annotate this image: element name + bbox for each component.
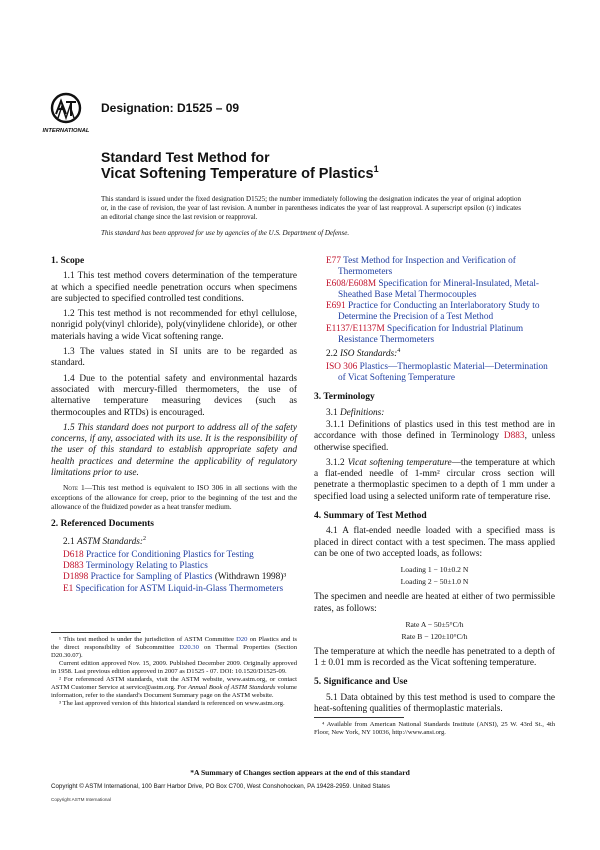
right-column [314,256,555,719]
summary-heading: 4. Summary of Test Method [314,511,427,522]
left-column [51,256,297,595]
ref-item-iso306[interactable]: ISO 306 Plastics—Thermoplastic Material—Determination of Vicat Softening Temperature [326,361,548,384]
scope-1-3: 1.3 The values stated in SI units are to be regarded as standard. [51,347,297,369]
ref-item-e608[interactable]: E608/E608M Specification for Mineral-Insulated, Metal-Sheathed Base Metal Thermocouples [326,278,540,300]
title-line-1: Standard Test Method for [101,149,270,165]
ref-item-e1137[interactable]: E1137/E1137M Specification for Industrial Platinum Resistance Thermometers [326,323,524,346]
summary-rates-text: The specimen and needle are heated at either of two permissible rates, as follows: [314,592,555,614]
scope-1-4: 1.4 Due to the potential safety and environmental hazards associated with mercury-filled thermometers, the use of alternative temperature measuring devices (such as thermocouples and RTDs) is encouraged. [51,373,297,418]
summary-of-changes-note: *A Summary of Changes section appears at the end of this standard [190,768,410,777]
ref-item-e691[interactable]: E691 Practice for Conducting an Interlaboratory Study to Determine the Precision of a Test Method [326,301,540,323]
designation: Designation: D1525 – 09 [101,101,240,115]
referenced-docs-heading: 2. Referenced Documents [51,518,154,529]
astm-logo-icon [38,92,94,136]
footnote-4: ⁴ Available from American National Standards Institute (ANSI), 25 W. 43rd St., 4th Floor, New York, NY 10036, http://www.ansi.org. [314,721,555,736]
footnotes-right [314,721,555,737]
significance-5-1: 5.1 Data obtained by this test method is used to compare the heat-softening qualities of thermoplastic materials. [314,692,555,714]
ref-item-d1898[interactable]: D1898 Practice for Sampling of Plastics (Withdrawn 1998)³ [63,572,287,583]
astm-standards-subheading: 2.1 ASTM Standards:$^2$ [63,536,146,548]
rate-equations [314,619,555,643]
term-3-1-2: 3.1.2 Vicat softening temperature—the temperature at which a flat-ended needle of 1-mm² circular cross section will penetrate a thermoplastic specimen to a depth of 1 mm under a specified load using a selected uniform rate of temperature rise. [314,457,555,502]
scope-heading: 1. Scope [51,256,85,266]
term-3-1-1: 3.1.1 Definitions of plastics used in this test method are in accordance with those defined in Terminology D883, unless otherwise specified. [314,419,555,453]
scope-1-2: 1.2 This test method is not recommended for ethyl cellulose, nonrigid poly(vinyl chloride), poly(vinylidene chloride), or other materials having a wide Vicat softening range. [51,309,297,342]
footnote-rule-left [51,632,141,633]
footer-small-text: Copyright ASTM International [51,797,112,802]
approval-text: This standard has been approved for use by agencies of the U.S. Department of Defense. [101,229,350,237]
summary-4-1: 4.1 A flat-ended needle loaded with a specified mass is placed in direct contact with a test specimen. The mass applied can be one of two accepted loads, as follows: [314,526,555,559]
title-footnote-mark: 1 [373,164,379,174]
footnote-2: ² For referenced ASTM standards, visit the ASTM website, www.astm.org, or contact ASTM Customer Service at service@astm.org. For Annual Book of ASTM Standards volume information, refer to the standard's Document Summary page on the ASTM website. [51,676,297,699]
scope-1-1: 1.1 This test method covers determination of the temperature at which a specified needle penetration occurs when specimens are subjected to specified controlled test conditions. [51,271,297,304]
definitions-subheading: 3.1 Definitions: [326,407,385,418]
footnote-3: ³ The last approved version of this historical standard is referenced on www.astm.org. [59,700,285,707]
title-line-2 [101,164,379,182]
loading-equations [314,564,555,588]
rate-a: Rate A − 50±5°C/h [405,619,464,629]
rate-b: Rate B − 120±10°C/h [401,631,468,641]
logo-text: INTERNATIONAL [42,128,90,134]
title-text: Vicat Softening Temperature of Plastics [101,165,374,182]
ref-item-e77[interactable]: E77 Test Method for Inspection and Verification of Thermometers [326,256,516,278]
ref-item-e1[interactable]: E1 Specification for ASTM Liquid-in-Glass Thermometers [63,583,284,594]
ref-item-d883[interactable]: D883 Terminology Relating to Plastics [63,560,208,571]
scope-1-5: 1.5 This standard does not purport to address all of the safety concerns, if any, associated with its use. It is the responsibility of the user of this standard to establish appropriate safety and health practices and determine the applicability of regulatory limitations prior to use. [51,422,297,479]
link-d883[interactable]: D883 [503,431,525,442]
footnote-rule-right [314,717,404,718]
footnotes-left [51,636,297,708]
intro-text: This standard is issued under the fixed designation D1525; the number immediately following the designation indicates the year of original adoption or, in the case of revision, the year of last revision. A number in parentheses indicates the year of last reapproval. A superscript epsilon (ε) indicates an editorial change since the last revision or reapproval. [101,195,521,222]
loading-2: Loading 2 − 50±1.0 N [400,577,469,587]
iso-standards-subheading: 2.2 ISO Standards:$^4$ [326,348,401,360]
summary-result-text: The temperature at which the needle has penetrated to a depth of 1 ± 0.01 mm is recorded as the Vicat softening temperature. [314,646,555,669]
terminology-heading: 3. Terminology [314,392,375,403]
copyright-line: Copyright © ASTM International, 100 Barr Harbor Drive, PO Box C700, West Conshohocken, PA 19428-2959. United States [51,783,390,790]
footnote-1: ¹ This test method is under the jurisdiction of ASTM Committee D20 on Plastics and is the direct responsibility of Subcommittee D20.30 on Thermal Properties (Section D20.30.07). [51,636,297,659]
significance-heading: 5. Significance and Use [314,677,408,688]
note-1 [51,483,297,511]
ref-item-d618[interactable]: D618 Practice for Conditioning Plastics for Testing [63,549,254,560]
note-label: Note 1 [63,483,85,493]
loading-1: Loading 1 − 10±0.2 N [400,565,469,575]
footnote-1-edition: Current edition approved Nov. 15, 2009. Published December 2009. Originally approved in 1958. Last previous edition approved in 2007 as D1525 - 07. DOI: 10.1520/D1525-09. [51,660,297,675]
note-text: —This test method is equivalent to ISO 306 in all sections with the exceptions of the allowance for creep, prior to the beginning of the test and the allowance of the fluidized powder as a heat transfer medium. [51,483,297,511]
